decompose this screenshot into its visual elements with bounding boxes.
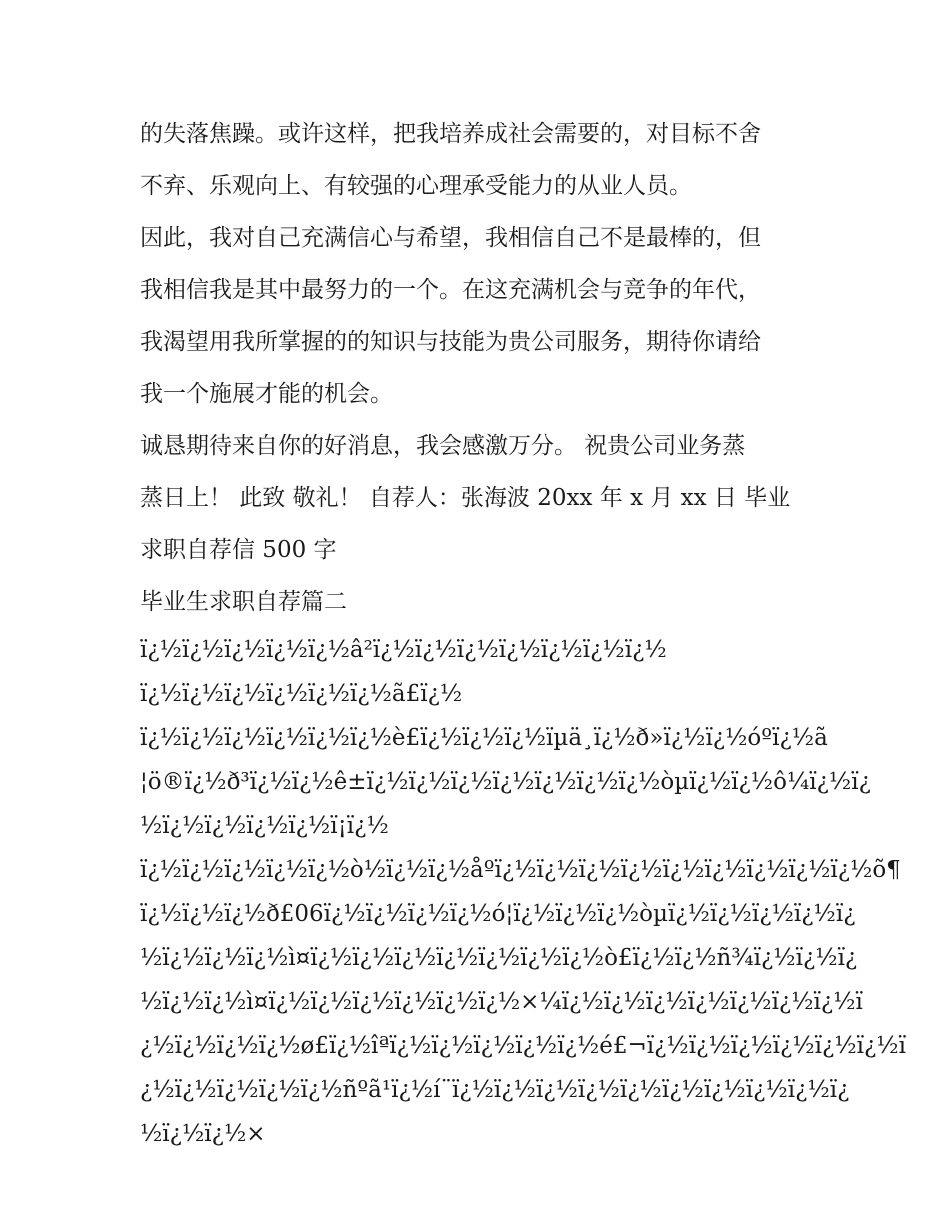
garbled-paragraph-3 [140, 848, 906, 1156]
text-line: 我一个施展才能的机会。 [140, 381, 393, 407]
document-body [140, 108, 906, 1156]
text-line: 的失落焦躁。或许这样，把我培养成社会需要的，对目标不舍 [140, 121, 761, 147]
garbled-text-line: ¦ö®ï¿½ð³ï¿½ï¿½ê±ï¿½ï¿½ï¿½ï¿½ï¿½ï¿½ï¿½òµï¿½ï¿½ô¼ï¿½ï¿ [140, 769, 871, 795]
garbled-text-line: ï¿½ï¿½ï¿½ï¿½ï¿½â²ï¿½ï¿½ï¿½ï¿½ï¿½ï¿½ï¿½ [140, 637, 667, 663]
garbled-text-line: ï¿½ï¿½ï¿½ï¿½ï¿½ï¿½ã£ï¿½ [140, 681, 463, 707]
garbled-text-line: ½ï¿½ï¿½ï¿½ì¤ï¿½ï¿½ï¿½ï¿½ï¿½ï¿½ï¿½ò£ï¿½ï¿½ñ¾ï¿½ï¿½ï¿ [140, 945, 858, 971]
garbled-text-line: ï¿½ï¿½ï¿½ï¿½ï¿½ò½ï¿½ï¿½åºï¿½ï¿½ï¿½ï¿½ï¿½ï¿½ï¿½ï¿½ï¿½õ¶ [140, 857, 901, 883]
text-line: 不弃、乐观向上、有较强的心理承受能力的从业人员。 [140, 173, 692, 199]
paragraph-confidence [140, 212, 812, 420]
text-line: 我相信我是其中最努力的一个。在这充满机会与竞争的年代， [140, 277, 761, 303]
text-line: 因此，我对自己充满信心与希望，我相信自己不是最棒的，但 [140, 225, 761, 251]
section-title: 毕业生求职自荐篇二 [140, 589, 347, 615]
text-line: 蒸日上！ 此致 敬礼！ 自荐人：张海波 20xx 年 x 月 xx 日 毕业 [140, 485, 791, 511]
garbled-text-line: ï¿½ï¿½ï¿½ð£06ï¿½ï¿½ï¿½ï¿½ó¦ï¿½ï¿½ï¿½òµï¿½ï¿½ï¿½ï¿½ï¿ [140, 901, 856, 927]
garbled-paragraph-1 [140, 628, 812, 716]
paragraph-signoff [140, 420, 812, 576]
garbled-text-line: ½ï¿½ï¿½ì¤ï¿½ï¿½ï¿½ï¿½ï¿½ï¿½×¼ï¿½ï¿½ï¿½ï¿½ï¿½ï¿½ï¿½ï [140, 989, 863, 1015]
garbled-text-line: ¿½ï¿½ï¿½ï¿½ø£ï¿½îªï¿½ï¿½ï¿½ï¿½ï¿½é£¬ï¿½ï¿½ï¿½ï¿½ï¿½ï¿½ï [140, 1033, 906, 1059]
text-line: 我渴望用我所掌握的的知识与技能为贵公司服务，期待你请给 [140, 329, 761, 355]
text-line: 求职自荐信 500 字 [140, 537, 337, 563]
garbled-paragraph-2 [140, 716, 871, 848]
text-line: 诚恳期待来自你的好消息，我会感激万分。 祝贵公司业务蒸 [140, 433, 746, 459]
garbled-text-line: ½ï¿½ï¿½ï¿½ï¿½ï¡ï¿½ [140, 813, 389, 839]
section-heading [140, 576, 812, 628]
paragraph-closing-remarks [140, 108, 812, 212]
garbled-text-line: ï¿½ï¿½ï¿½ï¿½ï¿½ï¿½è£ï¿½ï¿½ï¿½ïµä¸ï¿½ð»ï¿½ï¿½óºï¿½ã [140, 725, 828, 751]
garbled-text-line: ¿½ï¿½ï¿½ï¿½ï¿½ñºã¹ï¿½í¨ï¿½ï¿½ï¿½ï¿½ï¿½ï¿½ï¿½ï¿½ï¿½ï¿ [140, 1077, 850, 1103]
garbled-text-line: ½ï¿½ï¿½× [140, 1121, 266, 1147]
